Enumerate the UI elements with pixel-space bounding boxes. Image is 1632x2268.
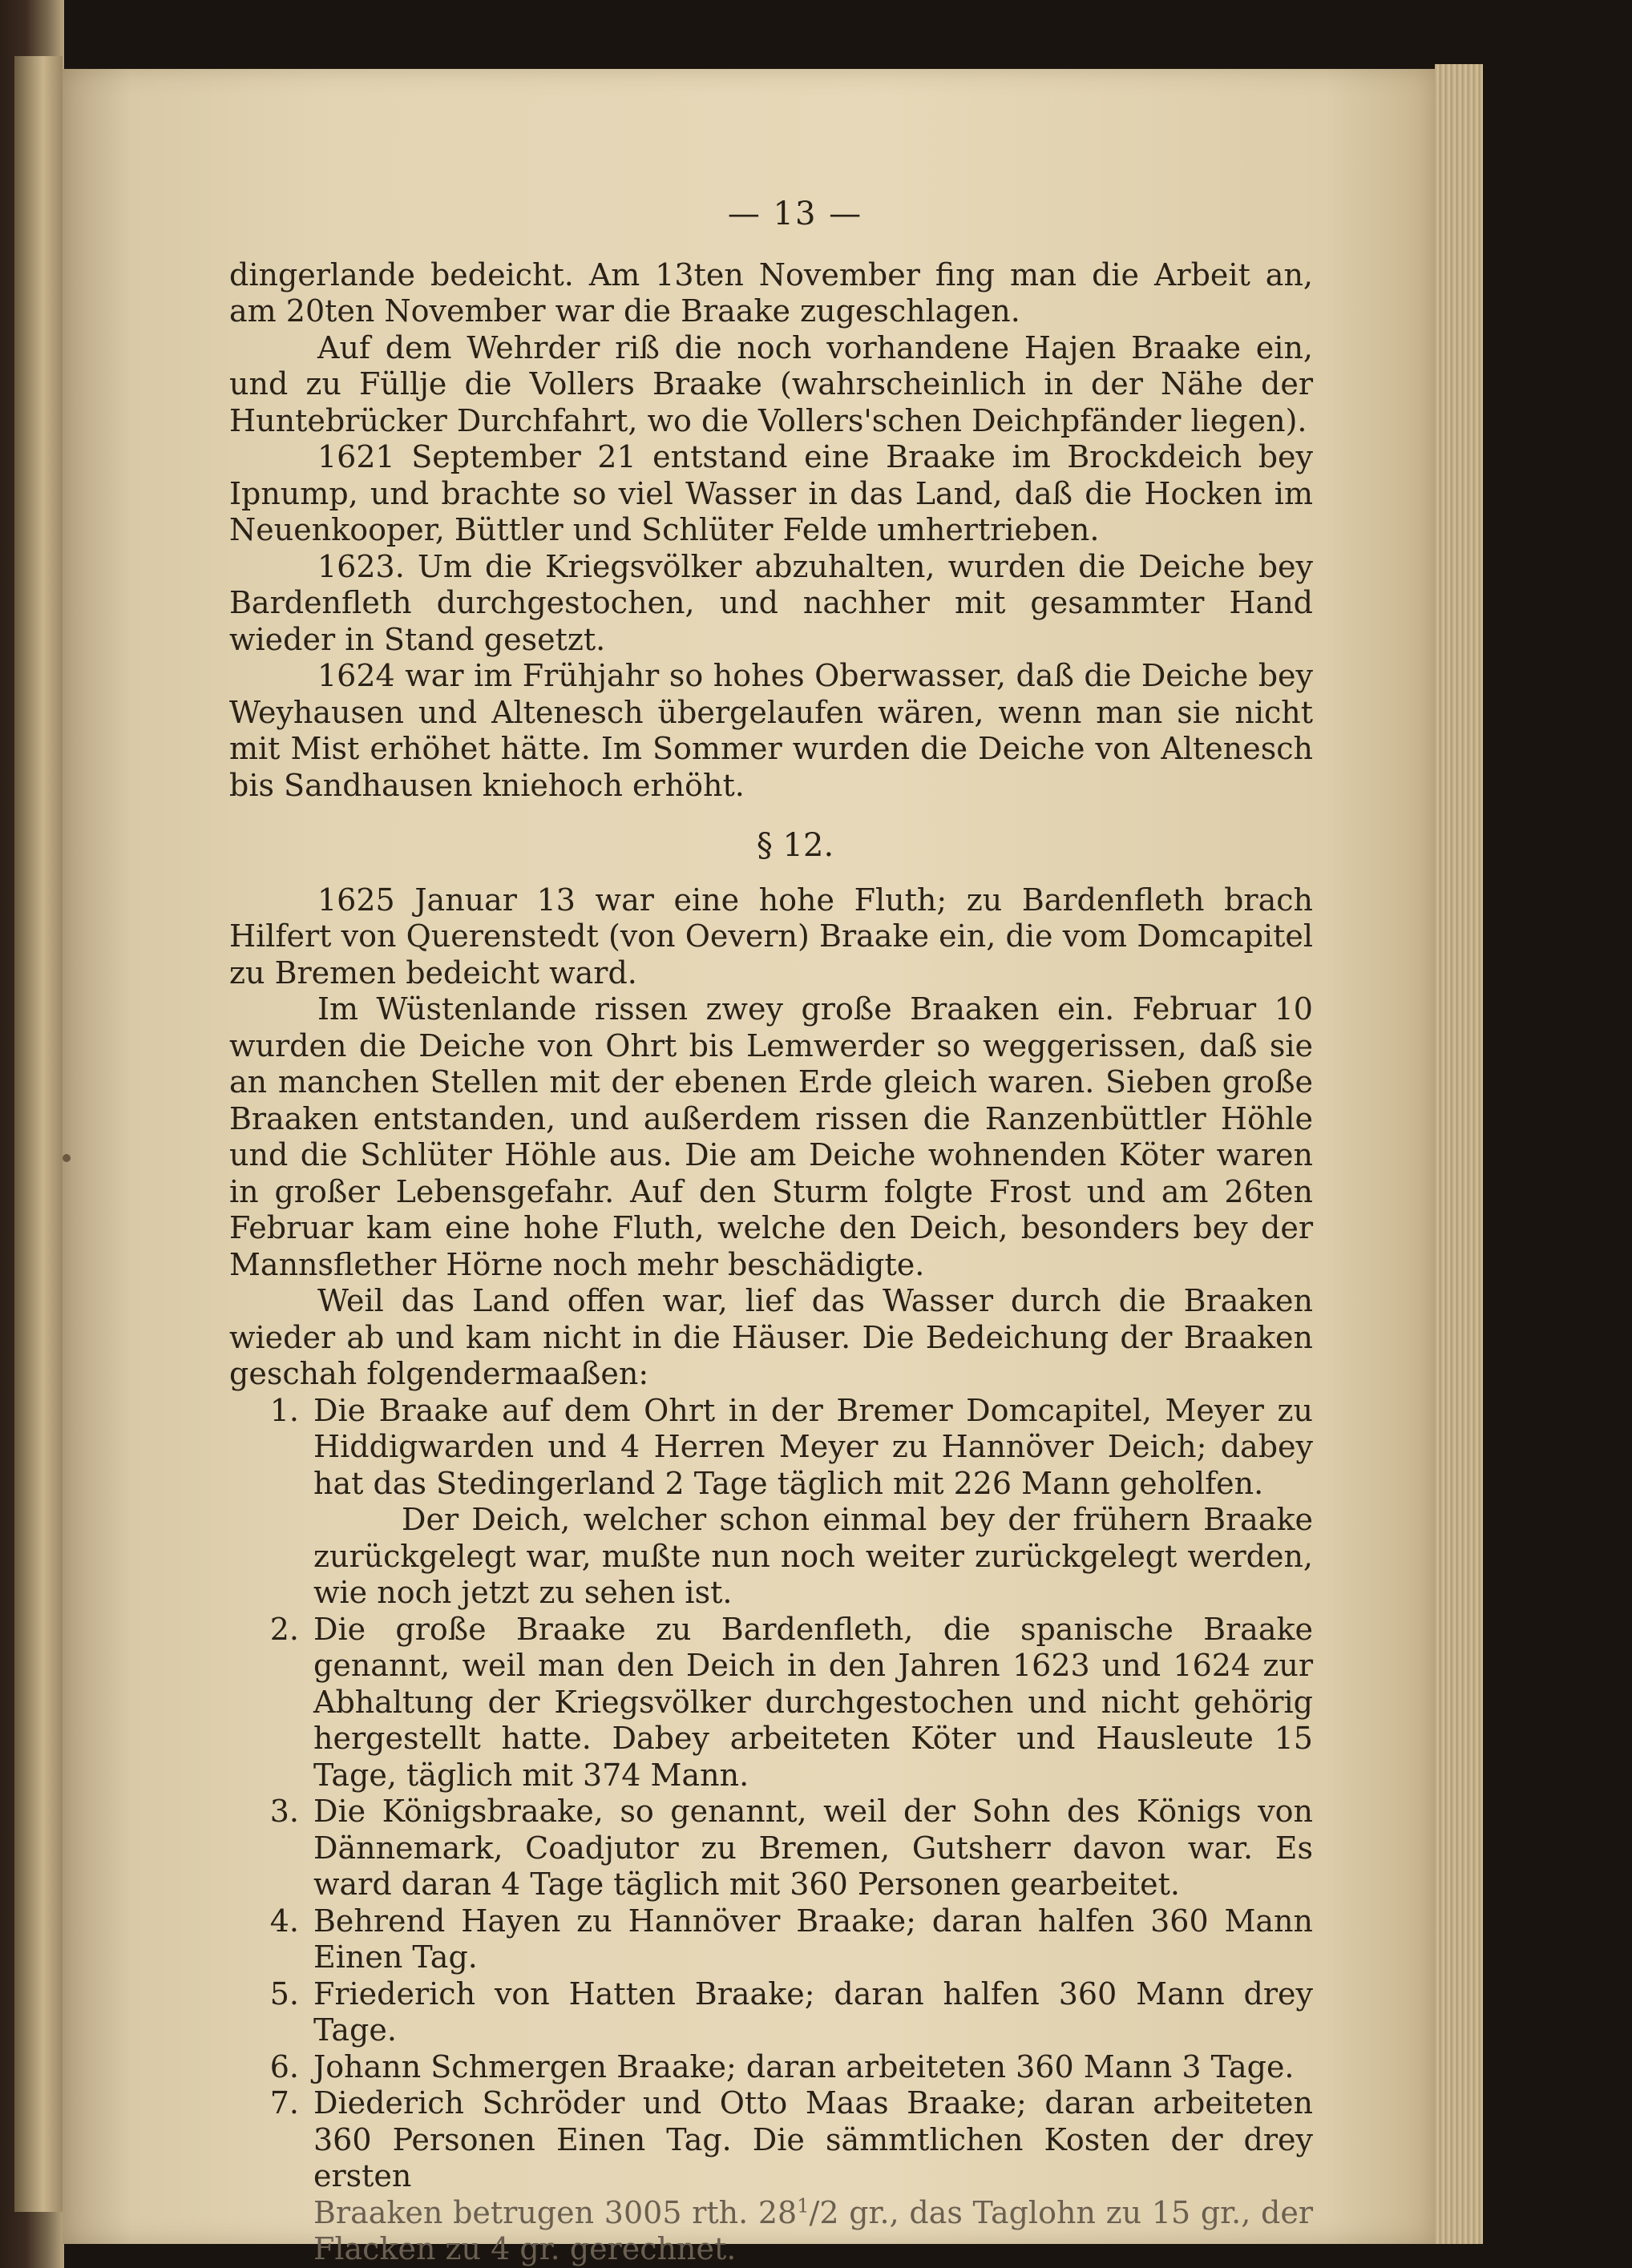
page-header: — 13 — (727, 196, 863, 232)
left-page-edge (14, 56, 63, 2212)
paragraph: Im Wüstenlande rissen zwey große Braaken ein. Februar 10 wurden die Deiche von Ohrt bis Lemwerder so weggerissen, daß sie an manchen Stellen mit der ebenen Erde gleich waren. Sieben große Braaken entstanden, und außerdem rissen die Ranzenbüttler Höhle und die Schlüter Höhle aus. Die am Deiche wohnenden Köter waren in großer Lebensgefahr. Auf den Sturm folgte Frost und am 26ten Februar kam eine hohe Fluth, welche den Deich, besonders bey der Mannsflether Hörne noch mehr beschädigte. (229, 991, 1313, 1282)
list-number: 7. (269, 2085, 299, 2121)
closing-text-1: Braaken betrugen 3005 rth. 28 (313, 2194, 798, 2230)
list-item (229, 2049, 1313, 2086)
list-text: Die Braake auf dem Ohrt in der Bremer Domcapitel, Meyer zu Hiddigwarden und 4 Herren Meyer zu Hannöver Deich; dabey hat das Stedingerland 2 Tage täglich mit 226 Mann geholfen. (313, 1392, 1313, 1501)
list-text: Behrend Hayen zu Hannöver Braake; daran halfen 360 Mann Einen Tag. (313, 1903, 1313, 1975)
list-number: 5. (269, 1975, 299, 2012)
list-number: 4. (269, 1903, 299, 1939)
paragraph: Auf dem Wehrder riß die noch vorhandene Hajen Braake ein, und zu Füllje die Vollers Braake (wahrscheinlich in der Nähe der Huntebrücker Durchfahrt, wo die Vollers'schen Deichpfänder liegen). (229, 329, 1313, 438)
list-subparagraph: Der Deich, welcher schon einmal bey der frühern Braake zurückgelegt war, mußte nun noch weiter zurückgelegt werden, wie noch jetzt zu sehen ist. (313, 1502, 1313, 1610)
closing-text-2: /2 gr., das Taglohn zu 15 gr., der Flacken zu 4 gr. gerechnet. (313, 2194, 1313, 2266)
list-text: Diederich Schröder und Otto Maas Braake; daran arbeiteten 360 Personen Einen Tag. Die sämmtlichen Kosten der drey ersten (313, 2085, 1313, 2193)
list-item (229, 1976, 1313, 2049)
top-paragraphs (229, 257, 1313, 805)
list-number: 1. (269, 1392, 299, 1428)
page-stack-edge (1435, 64, 1483, 2244)
mid-paragraphs (229, 882, 1313, 1393)
list-text: Johann Schmergen Braake; daran arbeiteten 360 Mann 3 Tage. (313, 2048, 1295, 2084)
paragraph: 1625 Januar 13 war eine hohe Fluth; zu Bardenfleth brach Hilfert von Querenstedt (von Oevern) Braake ein, die vom Domcapitel zu Bremen bedeicht ward. (229, 882, 1313, 991)
list-item (229, 2085, 1313, 2195)
list-text: Die große Braake zu Bardenfleth, die spanische Braake genannt, weil man den Deich in den Jahren 1623 und 1624 zur Abhaltung der Kriegsvölker durchgestochen und nicht gehörig hergestellt hatte. Dabey arbeiteten Köter und Hausleute 15 Tage, täglich mit 374 Mann. (313, 1611, 1313, 1793)
paragraph: Weil das Land offen war, lief das Wasser durch die Braaken wieder ab und kam nicht in die Häuser. Die Bedeichung der Braaken geschah folgendermaaßen: (229, 1283, 1313, 1391)
paragraph: dingerlande bedeicht. Am 13ten November fing man die Arbeit an, am 20ten November war die Braake zugeschlagen. (229, 256, 1313, 329)
list-number: 6. (269, 2048, 299, 2084)
list-text: Die Königsbraake, so genannt, weil der Sohn des Königs von Dännemark, Coadjutor zu Bremen, Gutsherr davon war. Es ward daran 4 Tage täglich mit 360 Personen gearbeitet. (313, 1794, 1313, 1902)
list-item (229, 1612, 1313, 1794)
list-item (229, 1393, 1313, 1503)
list-number: 2. (269, 1611, 299, 1647)
paragraph: 1623. Um die Kriegsvölker abzuhalten, wurden die Deiche bey Bardenfleth durchgestochen, und nachher mit gesammter Hand wieder in Stand gesetzt. (229, 548, 1313, 657)
paragraph: 1624 war im Frühjahr so hohes Oberwasser, daß die Deiche bey Weyhausen und Altenesch übergelaufen wären, wenn man sie nicht mit Mist erhöhet hätte. Im Sommer wurden die Deiche von Altenesch bis Sandhausen kniehoch erhöht. (229, 658, 1313, 803)
gutter-mark (63, 1154, 71, 1162)
paragraph: 1621 September 21 entstand eine Braake im Brockdeich bey Ipnump, und brachte so viel Wasser in das Land, daß die Hocken im Neuenkooper, Büttler und Schlüter Felde umhertrieben. (229, 439, 1313, 547)
numbered-list (229, 1393, 1313, 2195)
list-item (229, 1794, 1313, 1903)
section-title: § 12. (756, 827, 834, 864)
list-item (229, 1903, 1313, 1976)
closing-superscript: 1 (797, 2193, 810, 2217)
list-number: 3. (269, 1794, 299, 1829)
page-text (229, 196, 1313, 2268)
list-text: Friederich von Hatten Braake; daran halfen 360 Mann drey Tage. (313, 1975, 1313, 2048)
closing-lines (229, 2195, 1313, 2268)
